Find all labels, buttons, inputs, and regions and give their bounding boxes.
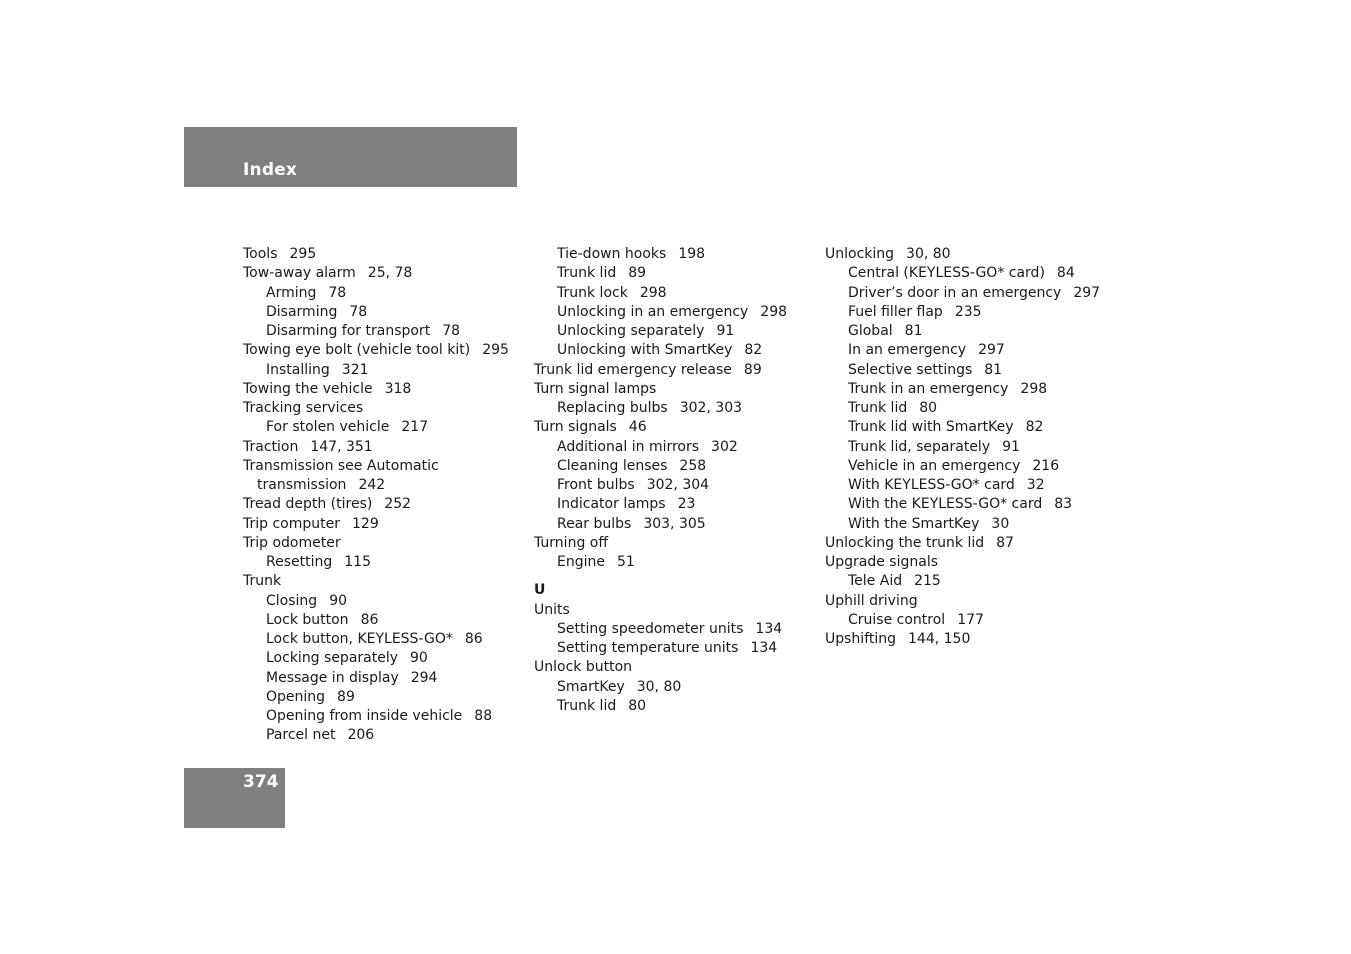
- index-page-ref[interactable]: 89: [337, 688, 355, 705]
- index-column-2: [534, 245, 787, 716]
- index-page-ref[interactable]: 198: [678, 246, 706, 262]
- index-term: Lock button: [266, 611, 349, 628]
- index-term: Driver’s door in an emergency: [848, 284, 1062, 301]
- index-subentry: [825, 457, 1100, 476]
- index-term: Transmission see Automatic: [243, 457, 439, 474]
- index-subentry: [825, 438, 1100, 457]
- index-page-ref[interactable]: 242: [358, 477, 386, 493]
- index-term: Upshifting: [825, 631, 897, 647]
- index-term: Opening from inside vehicle: [266, 708, 463, 724]
- index-term: Resetting: [266, 554, 333, 570]
- index-entry: [534, 380, 787, 399]
- index-term: With the SmartKey: [848, 515, 980, 532]
- index-subentry: [243, 611, 509, 630]
- index-subentry: [534, 399, 787, 418]
- index-term: Trunk: [243, 573, 282, 590]
- index-term: Disarming for transport: [266, 323, 431, 339]
- index-subentry: [243, 322, 509, 341]
- index-page-ref[interactable]: 295: [482, 342, 509, 359]
- index-term: Cleaning lenses: [557, 457, 668, 474]
- index-entry: [534, 601, 787, 620]
- index-page-ref[interactable]: 88: [474, 708, 493, 724]
- index-term: Tracking services: [243, 400, 364, 416]
- index-page-ref[interactable]: 298: [1020, 380, 1048, 397]
- index-entry: [825, 630, 1100, 649]
- index-term: Indicator lamps: [557, 496, 666, 513]
- index-term: Fuel filler flap: [848, 303, 943, 320]
- index-subentry: [825, 399, 1100, 418]
- index-subentry: [243, 649, 509, 668]
- index-term: Unlocking in an emergency: [557, 303, 749, 320]
- index-page-ref[interactable]: 83: [1054, 496, 1073, 513]
- index-page-ref[interactable]: 129: [352, 515, 379, 532]
- index-page-ref[interactable]: 86: [464, 631, 483, 647]
- index-subentry: [825, 284, 1100, 303]
- index-subentry: [825, 361, 1100, 380]
- index-term: Additional in mirrors: [557, 438, 700, 455]
- index-page-ref[interactable]: 294: [410, 669, 438, 686]
- index-term: Trunk lid emergency release: [534, 361, 732, 378]
- index-term: Unlock button: [534, 659, 633, 676]
- index-term: Setting temperature units: [557, 640, 739, 656]
- index-term: Trunk lid: [557, 265, 617, 282]
- index-term: Tread depth (tires): [243, 496, 373, 513]
- index-page-ref[interactable]: 51: [616, 554, 635, 570]
- index-page-ref[interactable]: 147, 351: [310, 438, 373, 455]
- index-term: Rear bulbs: [557, 515, 632, 532]
- index-subentry: [243, 361, 509, 380]
- index-page-ref[interactable]: 90: [329, 592, 348, 609]
- index-page-ref[interactable]: 23: [677, 496, 696, 513]
- index-subentry: [534, 303, 787, 322]
- index-term: Engine: [557, 554, 605, 570]
- index-subentry: [243, 688, 509, 707]
- index-page-ref[interactable]: 216: [1032, 457, 1060, 474]
- index-term: Selective settings: [848, 361, 973, 378]
- index-term: Global: [848, 323, 893, 339]
- index-term: Installing: [266, 361, 330, 378]
- index-page-ref[interactable]: 302, 303: [679, 400, 743, 416]
- index-entry: [243, 380, 509, 399]
- index-term: Trunk lid: [557, 697, 617, 714]
- index-term: In an emergency: [848, 342, 967, 359]
- index-subentry: [243, 630, 509, 649]
- index-term: Closing: [266, 592, 318, 609]
- index-subentry: [534, 245, 787, 264]
- index-term: Uphill driving: [825, 592, 918, 609]
- index-entry: [825, 553, 1100, 572]
- index-page-ref[interactable]: 78: [442, 323, 461, 339]
- index-term: Traction: [243, 438, 299, 455]
- index-term: Towing eye bolt (vehicle tool kit): [243, 342, 471, 359]
- index-subentry: [243, 726, 509, 745]
- index-page-ref[interactable]: 295: [289, 246, 317, 262]
- index-term: For stolen vehicle: [266, 419, 390, 436]
- index-term: Vehicle in an emergency: [848, 457, 1021, 474]
- index-term: Trunk lock: [557, 284, 628, 301]
- index-term: Cruise control: [848, 611, 946, 628]
- index-page-ref[interactable]: 91: [716, 323, 735, 339]
- index-subentry: [825, 495, 1100, 514]
- index-term: Arming: [266, 284, 317, 301]
- index-entry: [243, 399, 509, 418]
- index-page-ref[interactable]: 252: [384, 496, 412, 513]
- index-term: Turn signal lamps: [534, 380, 657, 397]
- index-term: Units: [534, 601, 570, 618]
- index-term: Central (KEYLESS-GO* card): [848, 265, 1045, 282]
- index-page-ref[interactable]: 302: [711, 438, 738, 455]
- index-term: Upgrade signals: [825, 554, 939, 570]
- index-entry: [825, 592, 1100, 611]
- index-subentry: [825, 418, 1100, 437]
- index-subentry: [534, 639, 787, 658]
- index-entry: [825, 245, 1100, 264]
- index-term: With the KEYLESS-GO* card: [848, 496, 1043, 513]
- index-page-ref[interactable]: 235: [954, 303, 982, 320]
- index-term: Unlocking the trunk lid: [825, 534, 985, 551]
- index-term: Trunk lid: [848, 400, 908, 416]
- index-term: Unlocking with SmartKey: [557, 342, 733, 359]
- index-subentry: [243, 707, 509, 726]
- index-page-ref[interactable]: 78: [328, 284, 347, 301]
- index-subentry: [825, 264, 1100, 283]
- index-subentry: [243, 553, 509, 572]
- index-subentry: [534, 457, 787, 476]
- index-term: With KEYLESS-GO* card: [848, 477, 1015, 493]
- index-page-ref[interactable]: 86: [360, 611, 379, 628]
- index-term: Lock button, KEYLESS-GO*: [266, 631, 453, 647]
- index-page-ref[interactable]: 303, 305: [643, 515, 706, 532]
- index-subentry: [534, 438, 787, 457]
- index-term: Tools: [243, 246, 278, 262]
- index-page-ref[interactable]: 215: [914, 573, 941, 590]
- index-page-ref[interactable]: 134: [755, 620, 783, 637]
- index-subentry: [534, 495, 787, 514]
- index-page-ref[interactable]: 321: [341, 361, 369, 378]
- index-page-ref[interactable]: 81: [984, 361, 1003, 378]
- index-page-ref[interactable]: 297: [1073, 284, 1101, 301]
- index-term: Tow-away alarm: [243, 265, 356, 282]
- index-term: Tie-down hooks: [557, 246, 667, 262]
- index-page-ref[interactable]: 302, 304: [646, 477, 710, 493]
- index-page-ref[interactable]: 91: [1002, 438, 1020, 455]
- index-subentry: [534, 476, 787, 495]
- index-subentry: [825, 476, 1100, 495]
- index-subentry: [534, 322, 787, 341]
- index-page-ref[interactable]: 298: [760, 303, 788, 320]
- index-term: Disarming: [266, 303, 338, 320]
- index-column-1: [243, 245, 509, 746]
- index-term: Trip odometer: [243, 534, 341, 551]
- index-page-ref[interactable]: 217: [401, 419, 429, 436]
- index-entry: [243, 515, 509, 534]
- index-term: Trunk lid, separately: [848, 438, 991, 455]
- index-page-ref[interactable]: 80: [919, 400, 938, 416]
- index-term: Turn signals: [534, 419, 617, 436]
- index-page-ref[interactable]: 318: [384, 380, 412, 397]
- index-page-ref[interactable]: 82: [1025, 419, 1044, 436]
- index-subentry: [825, 341, 1100, 360]
- index-subentry: [243, 303, 509, 322]
- index-term: Turning off: [534, 534, 608, 551]
- index-page-ref[interactable]: 82: [744, 342, 763, 359]
- index-subentry: [825, 380, 1100, 399]
- index-entry: [243, 495, 509, 514]
- index-term: Towing the vehicle: [243, 380, 373, 397]
- index-page-ref[interactable]: 78: [349, 303, 368, 320]
- index-page-ref[interactable]: 115: [344, 554, 371, 570]
- page-number-tab: [184, 768, 285, 828]
- index-subentry: [825, 515, 1100, 534]
- index-entry: [243, 572, 509, 591]
- index-subentry: [243, 418, 509, 437]
- index-subentry: [825, 322, 1100, 341]
- index-column-3: [825, 245, 1100, 649]
- index-subentry: [534, 341, 787, 360]
- index-page-ref[interactable]: 297: [978, 342, 1005, 359]
- index-page-ref[interactable]: 25, 78: [367, 265, 413, 282]
- index-term: Unlocking separately: [557, 323, 705, 339]
- index-subentry: [534, 515, 787, 534]
- index-term: Replacing bulbs: [557, 400, 668, 416]
- index-subentry: [825, 611, 1100, 630]
- index-entry: [243, 438, 509, 457]
- index-entry: [825, 534, 1100, 553]
- index-page-ref[interactable]: 81: [904, 323, 923, 339]
- index-term: Trip computer: [243, 515, 340, 532]
- index-term: transmission: [257, 477, 347, 493]
- index-term: Setting speedometer units: [557, 620, 744, 637]
- index-page-ref[interactable]: 89: [628, 265, 647, 282]
- index-entry: [243, 457, 509, 476]
- index-page-ref[interactable]: 144, 150: [908, 631, 971, 647]
- index-entry: [534, 361, 787, 380]
- index-subentry: [825, 303, 1100, 322]
- index-subentry: [243, 592, 509, 611]
- index-term: Tele Aid: [848, 573, 903, 590]
- index-page-ref[interactable]: 32: [1026, 477, 1045, 493]
- index-entry: [243, 341, 509, 360]
- index-entry: [243, 534, 509, 553]
- index-term: Front bulbs: [557, 477, 635, 493]
- index-entry: [534, 658, 787, 677]
- index-term: Trunk in an emergency: [848, 380, 1009, 397]
- header-bar: [184, 127, 517, 187]
- index-term: Unlocking: [825, 246, 895, 262]
- index-page-ref[interactable]: 298: [639, 284, 667, 301]
- index-subentry: [243, 284, 509, 303]
- index-subentry: [534, 620, 787, 639]
- index-entry: [534, 418, 787, 437]
- index-page-ref[interactable]: 30, 80: [906, 246, 951, 262]
- index-page-ref[interactable]: 90: [410, 650, 428, 667]
- index-page-ref[interactable]: 84: [1056, 265, 1075, 282]
- index-term: Message in display: [266, 669, 399, 686]
- index-term: Opening: [266, 688, 326, 705]
- index-page-ref[interactable]: 258: [679, 457, 707, 474]
- index-subentry: [243, 669, 509, 688]
- index-subentry: [534, 264, 787, 283]
- index-subentry: [534, 678, 787, 697]
- index-subentry: [534, 284, 787, 303]
- index-page-ref[interactable]: 206: [347, 727, 375, 744]
- index-page-ref[interactable]: 46: [628, 419, 647, 436]
- index-subentry: [534, 697, 787, 716]
- index-page-ref[interactable]: 30: [991, 515, 1010, 532]
- index-entry: [243, 476, 509, 495]
- index-term: Locking separately: [266, 650, 399, 667]
- index-page-ref[interactable]: 80: [628, 697, 647, 714]
- index-page-ref[interactable]: 30, 80: [636, 678, 682, 695]
- index-entry: [534, 534, 787, 553]
- index-entry: [243, 245, 509, 264]
- index-subentry: [825, 572, 1100, 591]
- page-title: Index: [243, 160, 298, 180]
- index-term: Parcel net: [266, 727, 336, 744]
- index-page-ref[interactable]: 177: [957, 611, 984, 628]
- page-number: 374: [243, 772, 279, 792]
- index-page-ref[interactable]: 89: [743, 361, 762, 378]
- index-subentry: [534, 553, 787, 572]
- index-letter-heading: U: [534, 582, 546, 599]
- index-entry: [243, 264, 509, 283]
- index-page-ref[interactable]: 87: [996, 534, 1014, 551]
- index-term: SmartKey: [557, 678, 625, 695]
- index-term: Trunk lid with SmartKey: [848, 419, 1014, 436]
- index-page-ref[interactable]: 134: [750, 640, 778, 656]
